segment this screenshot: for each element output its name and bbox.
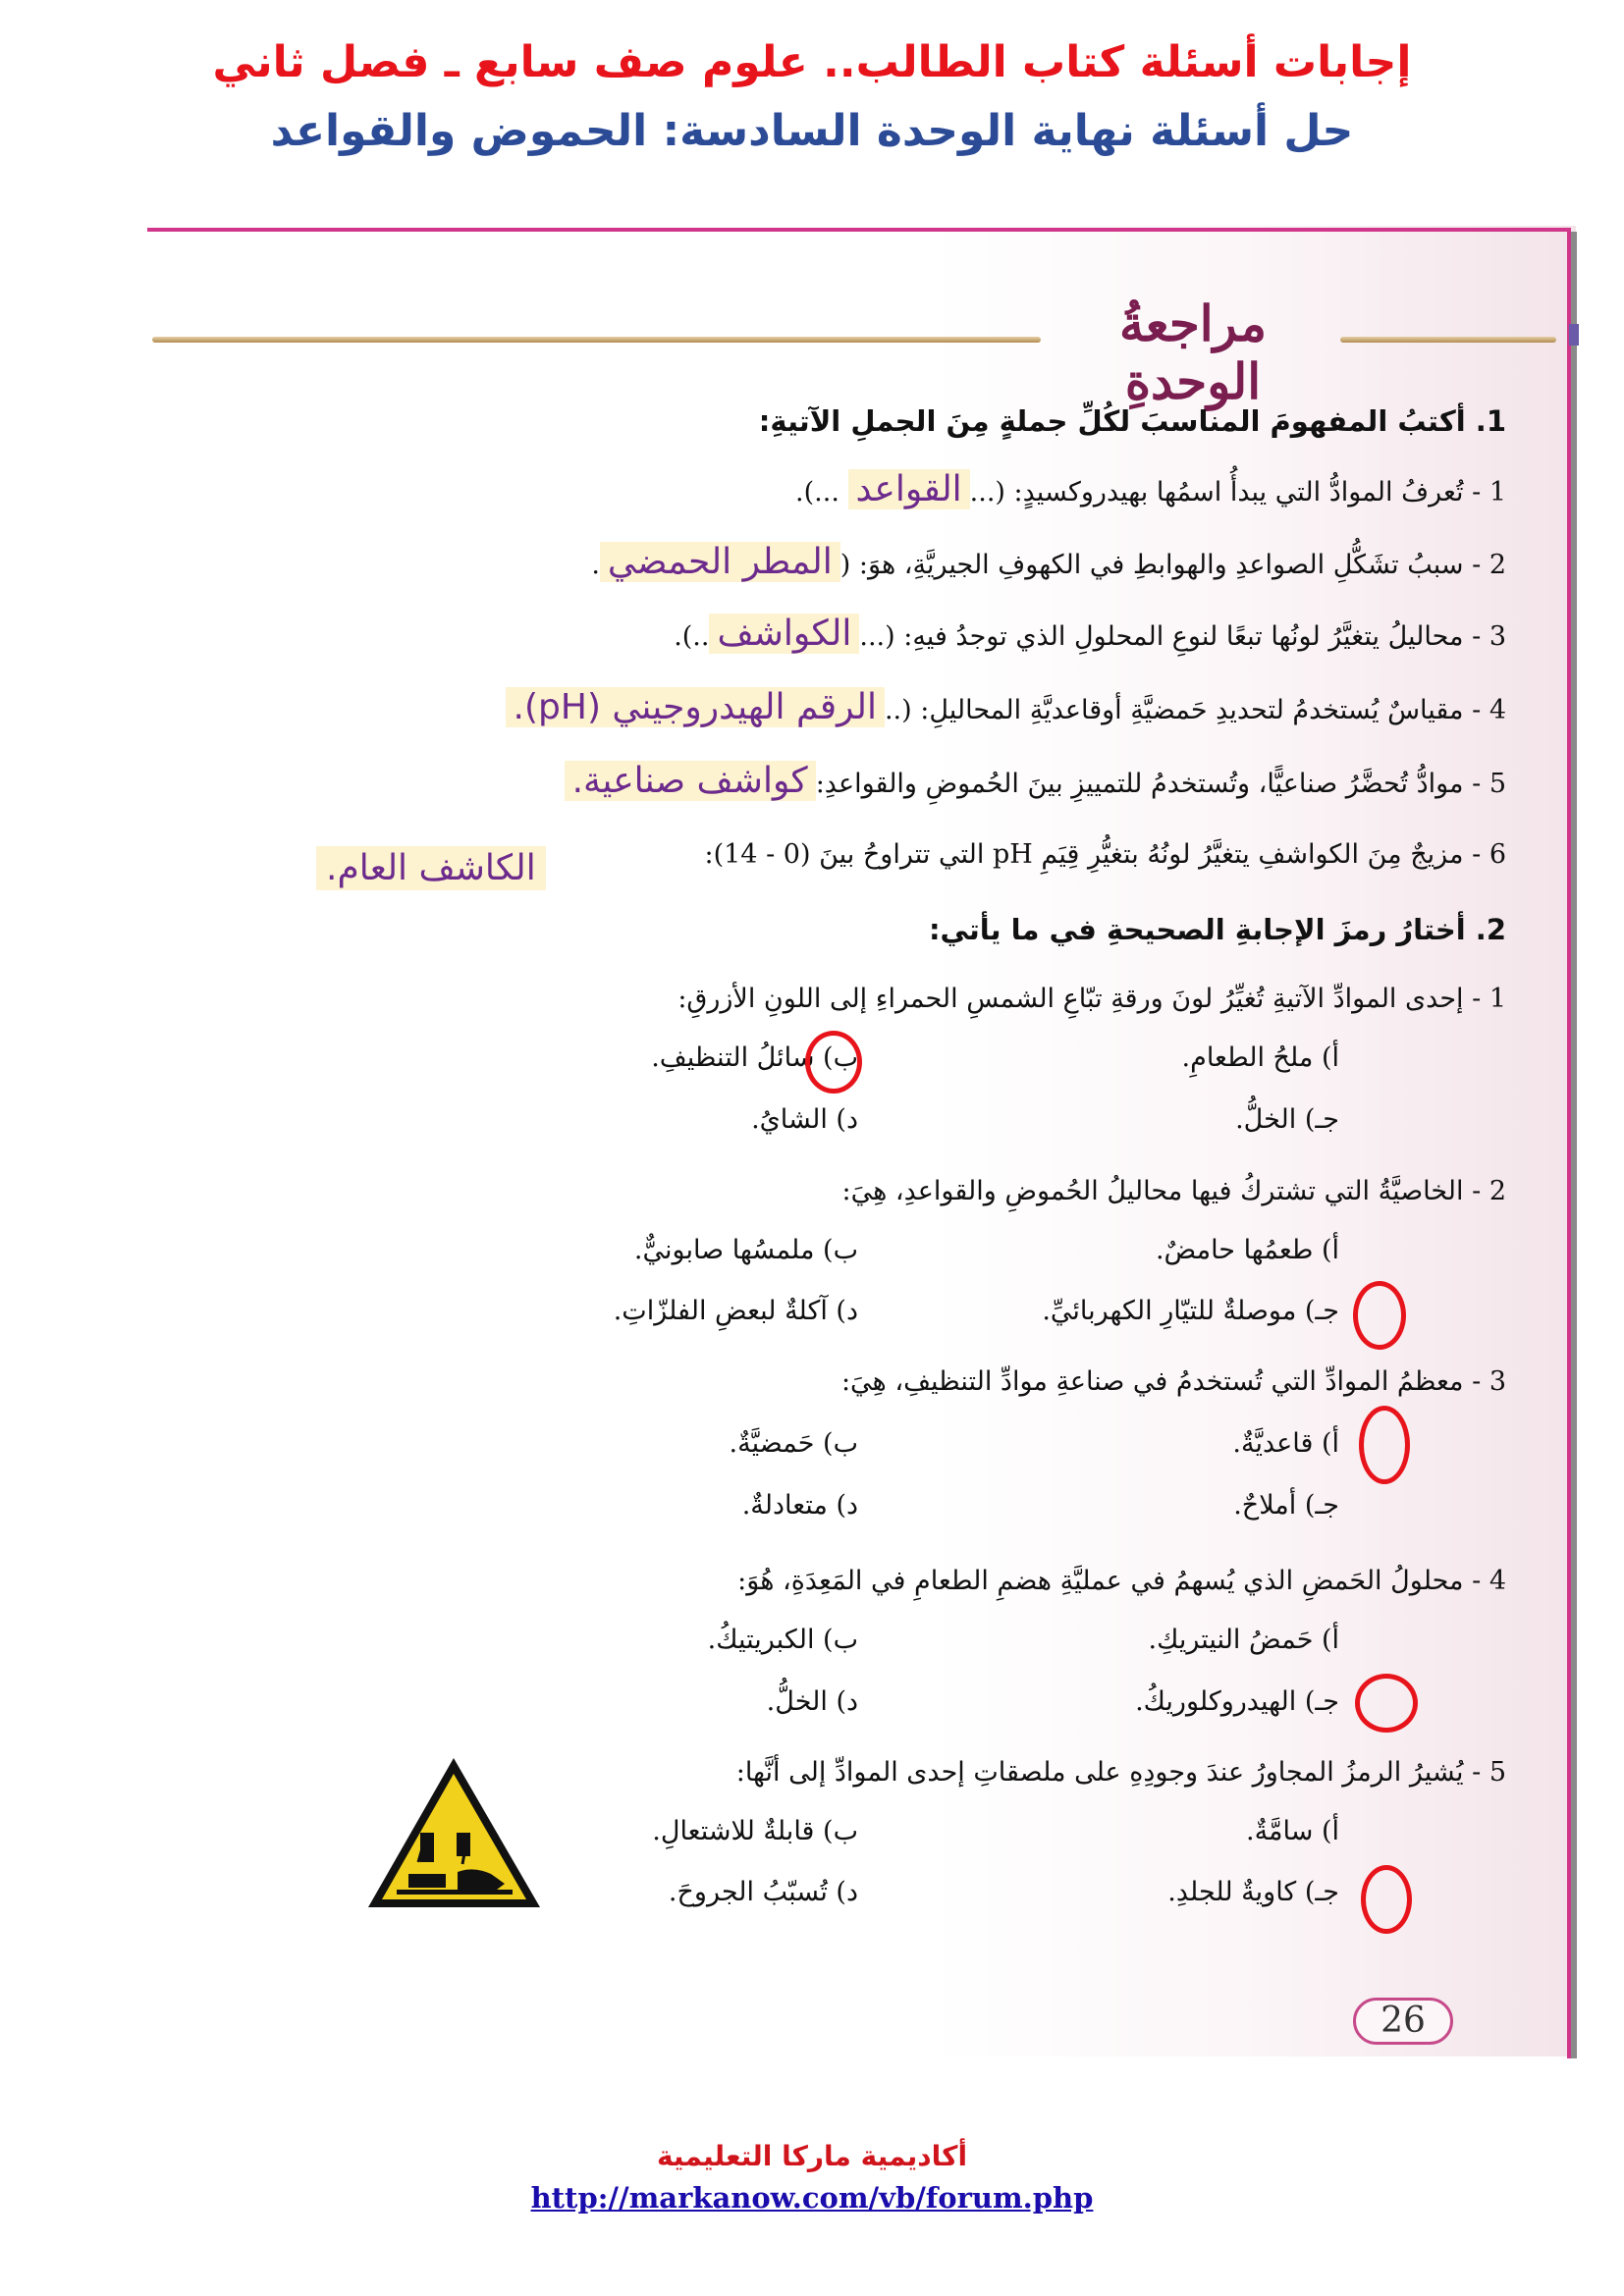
q1-item-5-text: 5 - موادُّ تُحضَّرُ صناعيًّا، وتُستخدمُ للتمييزِ بينَ الحُموضِ والقواعدِ: bbox=[815, 769, 1506, 799]
page-number: 26 bbox=[1353, 1998, 1453, 2045]
q1-item-2-answer: المطر الحمضي bbox=[600, 542, 840, 582]
q1-item-3-text: 3 - محاليلُ يتغيَّرُ لونُها تبعًا لنوعِ المحلولِ الذي توجدُ فيهِ: (... bbox=[859, 621, 1506, 652]
answer-circle-q2-4 bbox=[1355, 1674, 1418, 1733]
q2-1-option-b: ب) سائلُ التنظيفِ. bbox=[651, 1042, 858, 1073]
q2-5-option-d: د) تُسبّبُ الجروحَ. bbox=[668, 1877, 858, 1907]
section-divider-left bbox=[152, 337, 1041, 343]
q1-item-4-answer: الرقم الهيدروجيني (pH). bbox=[506, 687, 885, 727]
q2-3-stem: 3 - معظمُ الموادِّ التي تُستخدمُ في صناعةِ موادِّ التنظيفِ، هِيَ: bbox=[840, 1366, 1506, 1397]
q2-2-option-c: جـ) موصلةٌ للتيّارِ الكهربائيِّ. bbox=[1042, 1296, 1339, 1326]
footer-academy-name: أكاديمية ماركا التعليمية bbox=[656, 2140, 968, 2172]
corrosive-hazard-icon bbox=[363, 1752, 545, 1914]
q2-1-option-a: أ) ملحُ الطعامِ. bbox=[1181, 1042, 1339, 1073]
q2-3-option-d: د) متعادلةٌ. bbox=[741, 1490, 858, 1521]
q2-2-option-a: أ) طعمُها حامضٌ. bbox=[1155, 1235, 1339, 1265]
q1-item-4 bbox=[506, 687, 1506, 727]
q1-heading: 1. أكتبُ المفهومَ المناسبَ لكُلِّ جملةٍ مِنَ الجملِ الآتيةِ: bbox=[758, 404, 1506, 438]
q1-item-1-end: ...). bbox=[795, 477, 848, 507]
q1-item-2-text: 2 - سببُ تشَكُّلِ الصواعدِ والهوابطِ في الكهوفِ الجيريَّةِ، هوَ: ( bbox=[839, 550, 1506, 580]
q2-5-option-c: جـ) كاويةٌ للجلدِ. bbox=[1167, 1877, 1339, 1907]
q1-item-3 bbox=[674, 614, 1506, 654]
q1-item-1-answer: القواعد bbox=[848, 469, 970, 509]
q2-4-option-d: د) الخلُّ. bbox=[766, 1686, 858, 1717]
q2-5-stem: 5 - يُشيرُ الرمزُ المجاورُ عندَ وجودِهِ على ملصقاتِ إحدى الموادِّ إلى أنَّها: bbox=[735, 1757, 1506, 1788]
q1-item-5 bbox=[565, 761, 1506, 801]
q1-item-2-end: . bbox=[591, 550, 600, 580]
q2-2-option-b: ب) ملمسُها صابونيٌّ. bbox=[633, 1235, 858, 1265]
q2-4-option-c: جـ) الهيدروكلوريكُ. bbox=[1135, 1686, 1339, 1717]
q2-2-option-d: د) آكلةٌ لبعضِ الفلزّاتِ. bbox=[613, 1296, 858, 1326]
section-title: مراجعةُ الوحدةِ bbox=[1118, 294, 1268, 410]
page-edge-mark bbox=[1569, 324, 1579, 346]
answer-circle-q2-1 bbox=[805, 1031, 862, 1094]
q1-item-3-answer: الكواشف bbox=[709, 614, 859, 654]
q1-item-3-end: ..). bbox=[674, 621, 710, 652]
page-title: إجابات أسئلة كتاب الطالب.. علوم صف سابع ـ فصل ثاني bbox=[212, 37, 1412, 87]
footer-url-link[interactable]: http://markanow.com/vb/forum.php bbox=[530, 2181, 1094, 2215]
answer-circle-q2-3 bbox=[1359, 1406, 1410, 1484]
q2-heading: 2. أختارُ رمزَ الإجابةِ الصحيحةِ في ما يأتي: bbox=[928, 913, 1506, 946]
q1-item-5-answer: كواشف صناعية. bbox=[565, 761, 816, 801]
answer-circle-q2-5 bbox=[1361, 1865, 1412, 1934]
q2-5-option-a: أ) سامَّةٌ. bbox=[1246, 1816, 1339, 1846]
q2-1-option-d: د) الشايُ. bbox=[751, 1104, 858, 1135]
q2-4-option-a: أ) حَمضُ النيتريكِ. bbox=[1148, 1625, 1339, 1655]
q2-4-option-b: ب) الكبريتيكُ. bbox=[707, 1625, 858, 1655]
q2-5-option-b: ب) قابلةٌ للاشتعالِ. bbox=[652, 1816, 858, 1846]
page-top-border bbox=[147, 228, 1571, 232]
q1-item-6-text: 6 - مزيجٌ مِنَ الكواشفِ يتغيَّرُ لونُهُ بتغيُّرِ قِيَمِ pH التي تتراوحُ بينَ (0 - 14): bbox=[704, 839, 1506, 870]
q1-item-1 bbox=[795, 469, 1506, 509]
answer-circle-q2-2 bbox=[1353, 1281, 1406, 1350]
q1-item-6 bbox=[704, 839, 1506, 870]
q2-3-option-c: جـ) أملاحٌ. bbox=[1233, 1490, 1339, 1521]
page-subtitle: حل أسئلة نهاية الوحدة السادسة: الحموض والقواعد bbox=[270, 106, 1354, 156]
q2-2-stem: 2 - الخاصيَّةُ التي تشتركُ فيها محاليلُ الحُموضِ والقواعدِ، هِيَ: bbox=[841, 1176, 1506, 1206]
q1-item-4-text: 4 - مقياسٌ يُستخدمُ لتحديدِ حَمضيَّةِ أوقاعديَّةِ المحاليلِ: (.. bbox=[884, 695, 1506, 725]
q1-item-1-text: 1 - تُعرفُ الموادُّ التي يبدأُ اسمُها بهيدروكسيدٍ: (... bbox=[969, 477, 1506, 507]
section-divider-right bbox=[1340, 337, 1556, 343]
q1-item-2 bbox=[591, 542, 1506, 582]
page-edge-shadow bbox=[1571, 232, 1577, 2058]
q2-4-stem: 4 - محلولُ الحَمضِ الذي يُسهمُ في عمليَّةِ هضمِ الطعامِ في المَعِدَةِ، هُوَ: bbox=[737, 1566, 1506, 1596]
q2-3-option-b: ب) حَمضيَّةٌ. bbox=[729, 1428, 858, 1459]
q1-item-6-answer: الكاشف العام. bbox=[316, 846, 546, 890]
q2-3-option-a: أ) قاعديَّةٌ. bbox=[1232, 1428, 1339, 1459]
q2-1-option-c: جـ) الخلُّ. bbox=[1235, 1104, 1339, 1135]
q2-1-stem: 1 - إحدى الموادِّ الآتيةِ تُغيِّرُ لونَ ورقةِ تبّاعِ الشمسِ الحمراءِ إلى اللونِ الأزرقِ: bbox=[677, 984, 1506, 1014]
